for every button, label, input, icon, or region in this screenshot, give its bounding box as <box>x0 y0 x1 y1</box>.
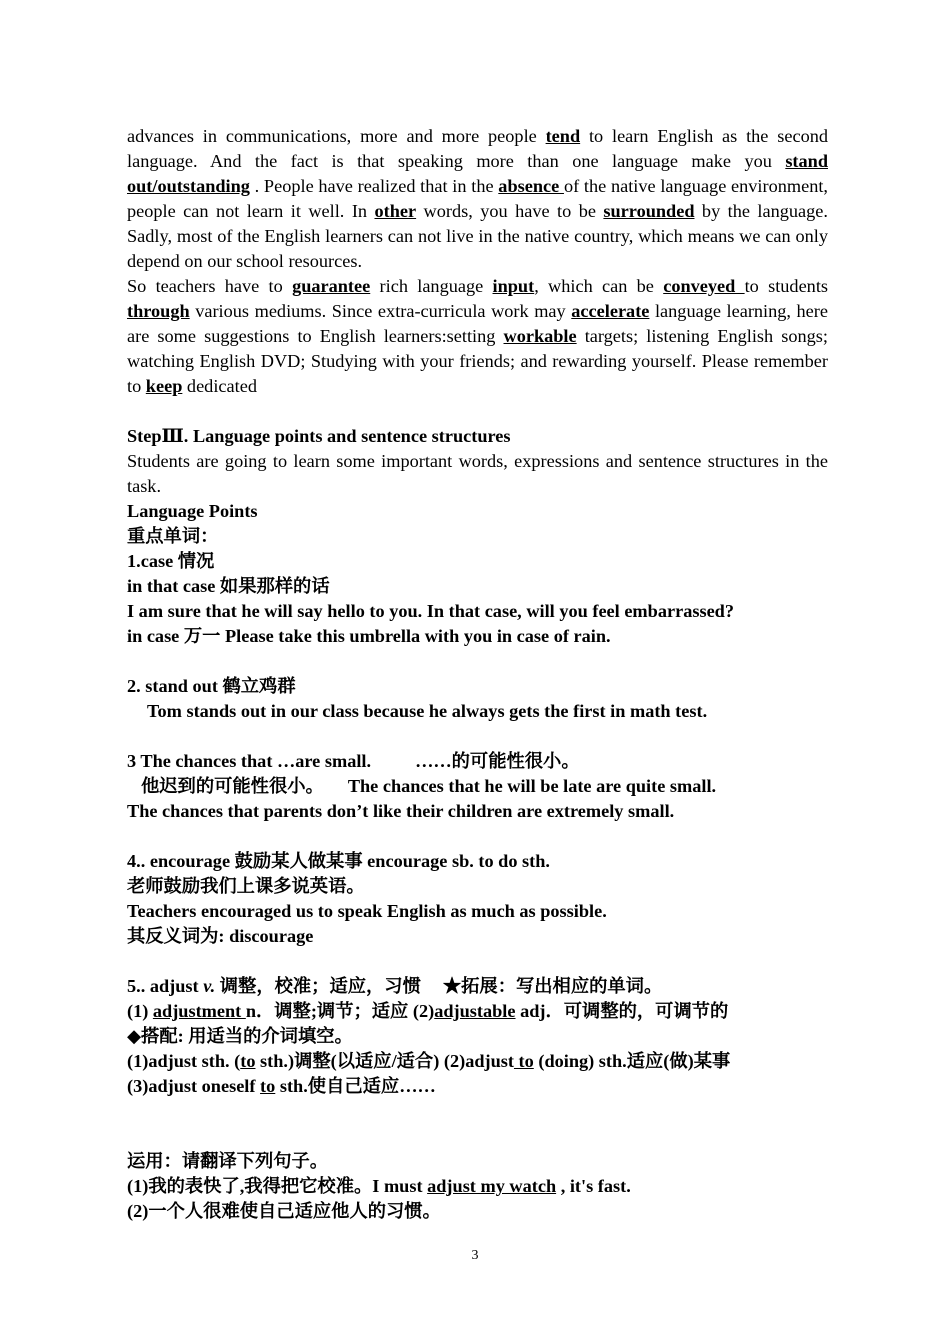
text-run: rich language <box>370 276 493 296</box>
part-of-speech: v. <box>203 976 216 996</box>
page-number: 3 <box>471 1248 479 1263</box>
text-run: (doing) sth.适应(做)某事 <box>533 1051 731 1071</box>
spacer <box>127 949 828 974</box>
text-run: advances in communications, more and more people <box>127 126 546 146</box>
text-run: adj．可调整的，可调节的 <box>515 1001 729 1021</box>
item1-title: 1.case 情况 <box>127 551 215 571</box>
item3-line: The chances that parents don’t like their children are extremely small. <box>127 801 675 821</box>
spacer <box>127 399 828 424</box>
keyword-stand-out: stand out/outstanding <box>127 151 828 196</box>
item3-line <box>127 774 828 799</box>
keyword-through: through <box>127 301 190 321</box>
item4-line: 其反义词为: discourage <box>127 926 314 946</box>
spacer <box>127 649 828 674</box>
language-points-title: Language Points <box>127 501 258 521</box>
keyword-accelerate: accelerate <box>571 301 650 321</box>
text-run: , it's fast. <box>556 1176 631 1196</box>
text-run: targets; listening English songs; watching English DVD; Studying with your friends; and rewarding yourself. Please remember to <box>127 326 828 396</box>
keyword-surrounded: surrounded <box>603 201 695 221</box>
keyword-absence: absence <box>498 176 564 196</box>
item4-line: Teachers encouraged us to speak English as much as possible. <box>127 901 607 921</box>
text-run: by the language. Sadly, most of the English learners can not live in the native country, which means we can only depend on our school resources. <box>127 201 828 271</box>
answer-adjustable: adjustable <box>434 1001 516 1021</box>
text-run: to students <box>744 276 829 296</box>
item5-title <box>127 974 828 999</box>
answer-adjust-my-watch: adjust my watch <box>427 1176 557 1196</box>
step3-intro: Students are going to learn some important words, expressions and sentence structures in the task. <box>127 451 828 496</box>
answer-to: to <box>513 1051 534 1071</box>
text-run: words, you have to be <box>416 201 604 221</box>
step3-heading: StepⅢ. Language points and sentence structures <box>127 426 511 446</box>
answer-adjustment: adjustment <box>152 1001 246 1021</box>
item1-line: in case 万一 Please take this umbrella with you in case of rain. <box>127 626 611 646</box>
item3-title <box>127 749 828 774</box>
item2-line: Tom stands out in our class because he always gets the first in math test. <box>147 701 708 721</box>
text-run: , which can be <box>534 276 664 296</box>
text-run: (1)adjust sth. ( <box>127 1051 241 1071</box>
text-run: (3)adjust oneself <box>127 1076 261 1096</box>
text-run: sth.)调整(以适应/适合) (2)adjust <box>255 1051 514 1071</box>
keyword-other: other <box>374 201 417 221</box>
text-run: to learn English as the second language. And the fact is that speaking more than one language make you <box>127 126 828 171</box>
item1-line: in that case 如果那样的话 <box>127 576 330 596</box>
text-run: So teachers have to <box>127 276 293 296</box>
usage-title: 运用：请翻译下列句子。 <box>127 1151 329 1171</box>
keyword-conveyed: conveyed <box>663 276 745 296</box>
page-content <box>127 124 828 1224</box>
text-run: 3 The chances that …are small. <box>127 751 372 771</box>
text-run: 调整，校准；适应，习惯 <box>215 976 421 996</box>
keyword-workable: workable <box>503 326 577 346</box>
spacer <box>127 1099 828 1149</box>
passage-paragraph-2 <box>127 274 828 399</box>
text-run: dedicated <box>182 376 257 396</box>
text-run: sth.使自己适应…… <box>275 1076 436 1096</box>
item4-line: 老师鼓励我们上课多说英语。 <box>127 876 365 896</box>
item5-line <box>127 999 828 1024</box>
text-run: ……的可能性很小。 <box>415 751 580 771</box>
item5-line <box>127 1049 828 1074</box>
text-run: (1)我的表快了,我得把它校准。I must <box>127 1176 428 1196</box>
item2-title: 2. stand out 鹤立鸡群 <box>127 676 296 696</box>
item1-line: I am sure that he will say hello to you. In that case, will you feel embarrassed? <box>127 601 734 621</box>
usage-line: (2)一个人很难使自己适应他人的习惯。 <box>127 1201 441 1221</box>
text-run: various mediums. Since extra-curricula work may <box>189 301 572 321</box>
text-run: . People have realized that in the <box>249 176 499 196</box>
usage-line <box>127 1174 828 1199</box>
text-run: of the native language environment, people can not learn it well. In <box>127 176 828 221</box>
answer-to: to <box>240 1051 256 1071</box>
keyword-keep: keep <box>145 376 183 396</box>
keyword-guarantee: guarantee <box>292 276 371 296</box>
item5-line: ◆搭配: 用适当的介词填空。 <box>127 1026 353 1046</box>
answer-to: to <box>260 1076 276 1096</box>
keyword-input: input <box>492 276 535 296</box>
spacer <box>127 724 828 749</box>
item5-line <box>127 1074 828 1099</box>
text-run: ★拓展：写出相应的单词。 <box>442 976 663 996</box>
text-run: The chances that he will be late are quite small. <box>347 776 717 796</box>
text-run: n．调整;调节；适应 (2) <box>245 1001 435 1021</box>
text-run: 他迟到的可能性很小。 <box>141 776 324 796</box>
text-run: (1) <box>127 1001 153 1021</box>
text-run: language learning, here are some suggestions to English learners:setting <box>127 301 829 346</box>
spacer <box>127 824 828 849</box>
keyword-tend: tend <box>545 126 581 146</box>
passage-paragraph-1 <box>127 124 828 274</box>
item4-title: 4.. encourage 鼓励某人做某事 encourage sb. to do sth. <box>127 851 550 871</box>
key-words-label: 重点单词： <box>127 526 219 546</box>
text-run: 5.. adjust <box>127 976 204 996</box>
